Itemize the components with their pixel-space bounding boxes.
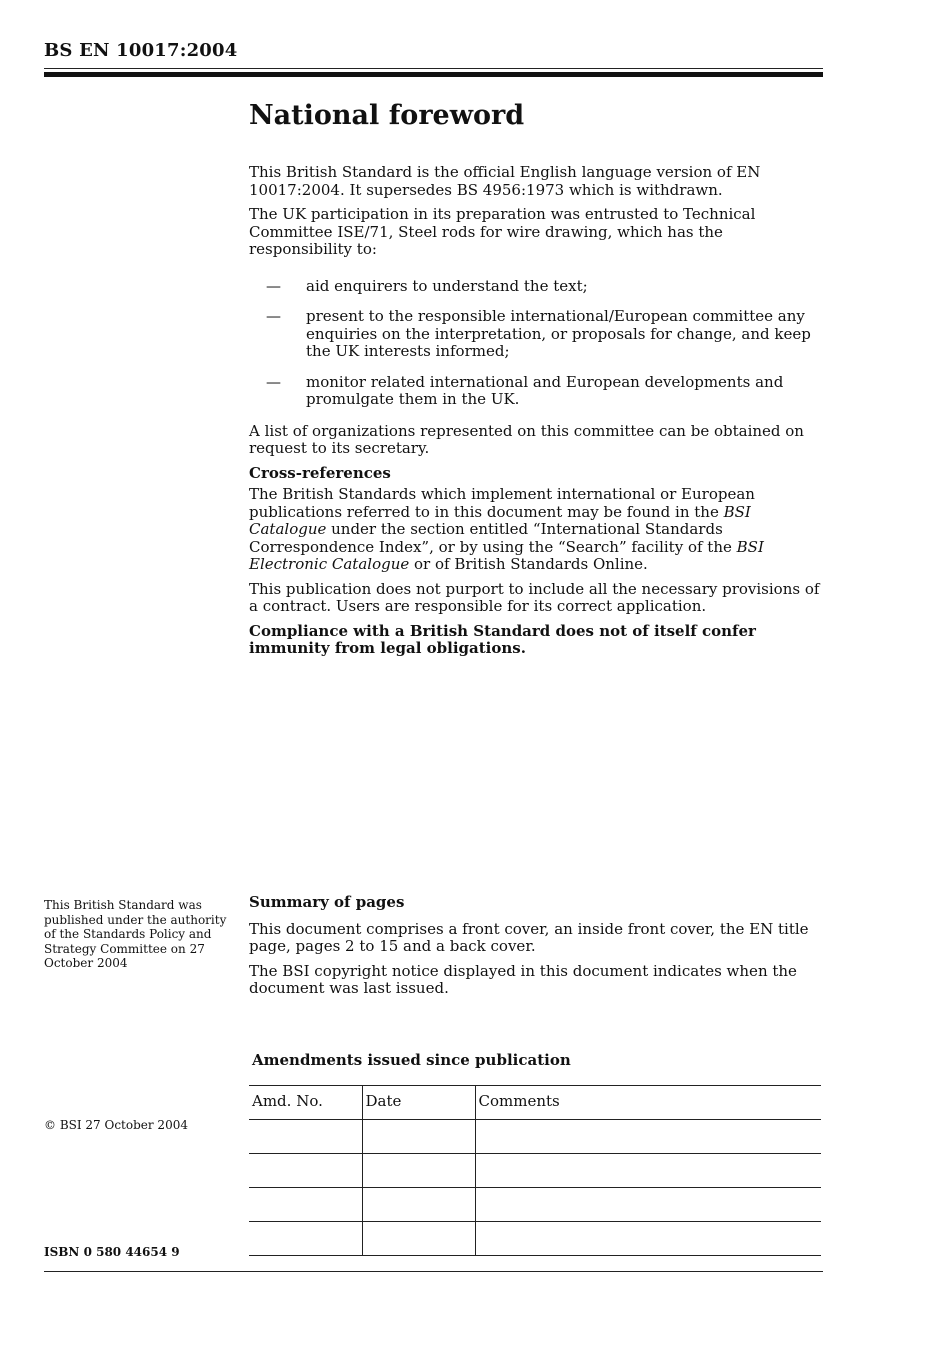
- cross-references-paragraph: [249, 486, 823, 574]
- text-run: under the section entitled “International Standards Correspondence Index”, or by using the “Search” facility of the: [249, 520, 737, 556]
- summary-heading: Summary of pages: [249, 893, 405, 911]
- responsibility-list: [249, 278, 823, 409]
- summary-paragraph: This document comprises a front cover, an inside front cover, the EN title page, pages 2 to 15 and a back cover.: [249, 919, 809, 955]
- column-header-amd-no: Amd. No.: [249, 1086, 362, 1120]
- document-code: BS EN 10017:2004: [44, 40, 238, 61]
- publication-note: This British Standard was published under the authority of the Standards Policy and Strategy Committee on 27 October 2004: [44, 898, 227, 970]
- bsi-electronic-catalogue-reference: BSI Electronic Catalogue: [249, 537, 764, 573]
- list-item-text: monitor related international and European developments and promulgate them in the UK.: [306, 372, 784, 408]
- footer-rule: [44, 1271, 823, 1272]
- table-cell: [475, 1154, 821, 1188]
- list-item: [249, 374, 823, 409]
- copyright-notice-paragraph: The BSI copyright notice displayed in this document indicates when the document was last issued.: [249, 961, 797, 997]
- table-header-row: [249, 1086, 821, 1120]
- list-item: [249, 278, 823, 296]
- compliance-statement: Compliance with a British Standard does not of itself confer immunity from legal obligations.: [249, 621, 756, 657]
- amendments-title: Amendments issued since publication: [252, 1051, 571, 1069]
- foreword-body: [249, 164, 823, 658]
- table-cell: [362, 1154, 475, 1188]
- text-run: or of British Standards Online.: [409, 555, 648, 573]
- table-row: [249, 1154, 821, 1188]
- bsi-catalogue-reference: BSI Catalogue: [249, 502, 751, 538]
- table-cell: [249, 1154, 362, 1188]
- amendments-table: [249, 1085, 821, 1256]
- header-rule-thin: [44, 68, 823, 69]
- responsibility-paragraph: The UK participation in its preparation was entrusted to Technical Committee ISE/71, Steel rods for wire drawing, which has the responsibility to:: [249, 205, 756, 258]
- table-row: [249, 1120, 821, 1154]
- table-cell: [249, 1222, 362, 1256]
- list-item-text: present to the responsible international/European committee any enquiries on the interpretation, or proposals for change, and keep the UK interests informed;: [306, 307, 811, 360]
- table-cell: [362, 1188, 475, 1222]
- table-cell: [475, 1222, 821, 1256]
- dash-marker: —: [266, 372, 281, 391]
- copyright-notice: © BSI 27 October 2004: [44, 1118, 188, 1132]
- column-header-comments: Comments: [475, 1086, 821, 1120]
- table-cell: [249, 1188, 362, 1222]
- intro-paragraph: This British Standard is the official English language version of EN 10017:2004. It supersedes BS 4956:1973 which is withdrawn.: [249, 163, 761, 199]
- page-title: National foreword: [249, 100, 525, 131]
- committee-list-paragraph: A list of organizations represented on this committee can be obtained on request to its secretary.: [249, 421, 804, 457]
- table-cell: [475, 1120, 821, 1154]
- dash-marker: —: [266, 307, 281, 325]
- isbn: ISBN 0 580 44654 9: [44, 1245, 180, 1259]
- cross-references-heading: Cross-references: [249, 463, 391, 482]
- table-cell: [249, 1120, 362, 1154]
- provisions-paragraph: This publication does not purport to include all the necessary provisions of a contract. Users are responsible for its correct application.: [249, 579, 820, 615]
- list-item: [249, 308, 823, 361]
- list-item-text: aid enquirers to understand the text;: [306, 276, 588, 295]
- text-run: The British Standards which implement international or European publications referred to in this document may be found in the: [249, 485, 755, 521]
- dash-marker: —: [266, 276, 281, 295]
- table-cell: [362, 1222, 475, 1256]
- column-header-date: Date: [362, 1086, 475, 1120]
- summary-section: [249, 894, 823, 1005]
- table-cell: [475, 1188, 821, 1222]
- table-row: [249, 1222, 821, 1256]
- table-cell: [362, 1120, 475, 1154]
- header-rule-thick: [44, 72, 823, 77]
- table-row: [249, 1188, 821, 1222]
